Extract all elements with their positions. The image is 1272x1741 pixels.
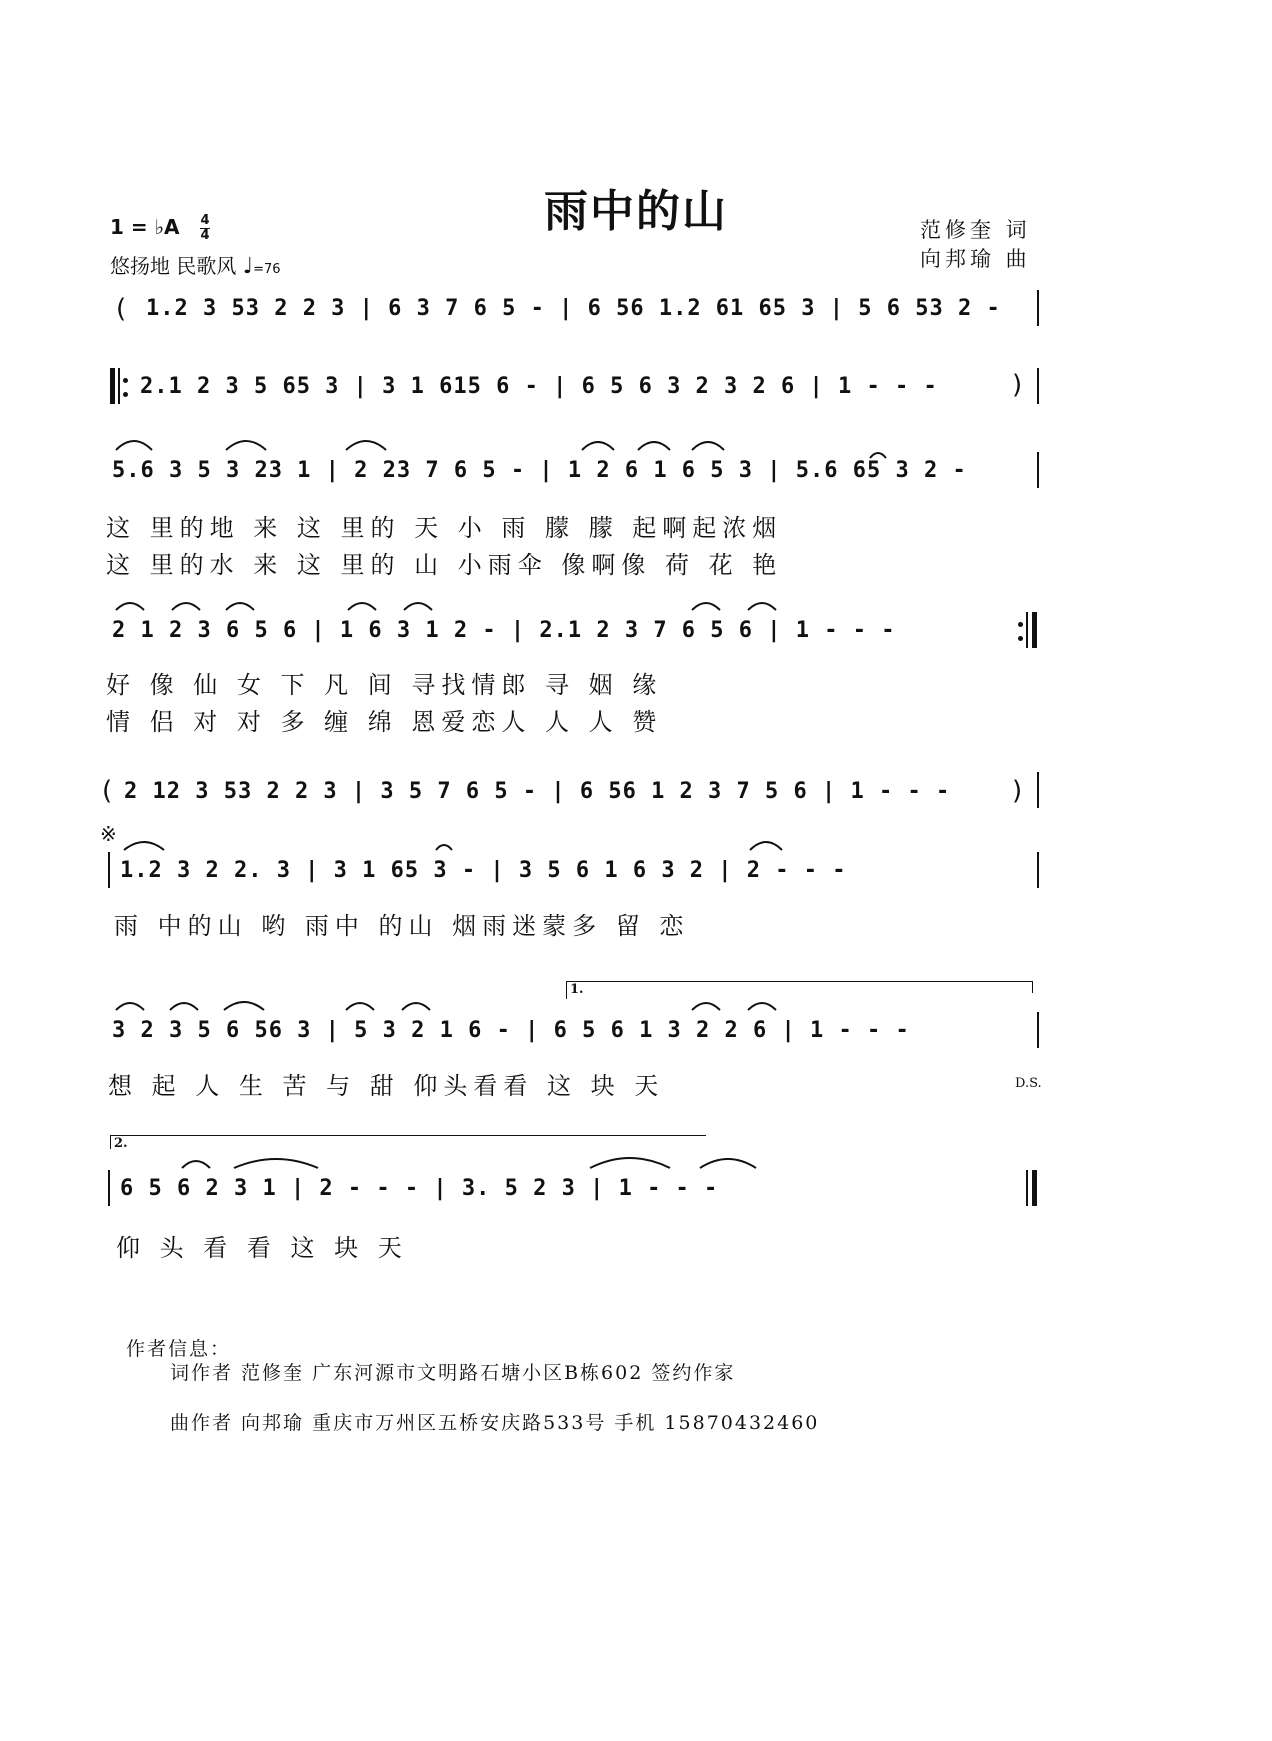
slur-arc (692, 442, 724, 450)
barline-end (1037, 772, 1039, 808)
repeat-dot (1018, 636, 1023, 641)
repeat-dot (1018, 622, 1023, 627)
notation-row-7: 3 2 3 5 6 56 3 | 5 3 2 1 6 - | 6 5 6 1 3 2 2 6 | 1 - - - (112, 1018, 910, 1043)
time-numerator: 4 (200, 213, 210, 228)
close-paren: ) (1012, 370, 1023, 400)
slur-arc (346, 441, 386, 450)
volta-1-label: 1. (570, 982, 584, 997)
slur-arc (638, 442, 670, 450)
composer-info: 曲作者 向邦瑜 重庆市万州区五桥安庆路533号 手机 15870432460 (170, 1412, 820, 1434)
lyrics-row-8: 仰 头 看 看 这 块 天 (116, 1234, 408, 1262)
volta-1-bracket (566, 981, 1033, 982)
volta-2-tick (110, 1135, 111, 1149)
lyrics-row-4-verse-1: 好 像 仙 女 下 凡 间 寻找情郎 寻 姻 缘 (106, 671, 663, 699)
repeat-start-thin (118, 368, 120, 404)
quarter-note-icon: ♩ (242, 254, 254, 279)
repeat-end-thin (1026, 612, 1028, 648)
volta-1-tick (1032, 981, 1033, 993)
slur-arc (226, 441, 266, 450)
repeat-dot (123, 378, 128, 383)
lyricist-credit: 范修奎 词 (920, 218, 1031, 242)
lyricist-info: 词作者 范修奎 广东河源市文明路石塘小区B栋602 签约作家 (170, 1362, 736, 1384)
slur-arc (700, 1159, 756, 1168)
repeat-start-bar (110, 368, 115, 404)
slur-arc (116, 1003, 144, 1010)
barline-end (1037, 452, 1039, 488)
slur-arc (172, 603, 200, 610)
slur-arc (234, 1159, 318, 1168)
dal-segno: D.S. (1015, 1076, 1042, 1091)
barline-end (1037, 852, 1039, 888)
notation-row-5: 2 12 3 53 2 2 3 | 3 5 7 6 5 - | 6 56 1 2 3 7 5 6 | 1 - - - (124, 779, 951, 804)
notation-row-8: 6 5 6 2 3 1 | 2 - - - | 3. 5 2 3 | 1 - - - (120, 1176, 719, 1201)
slur-arc (582, 442, 614, 450)
slur-arc (402, 1003, 430, 1010)
slur-arc (224, 1002, 264, 1010)
lyrics-row-7: 想 起 人 生 苦 与 甜 仰头看看 这 块 天 (108, 1072, 665, 1100)
lyrics-row-4-verse-2: 情 侣 对 对 多 缠 绵 恩爱恋人 人 人 赞 (106, 708, 663, 736)
slur-arc (346, 1003, 374, 1010)
tempo-marking (110, 250, 281, 279)
notation-row-2: 2.1 2 3 5 65 3 | 3 1 615 6 - | 6 5 6 3 2 3 2 6 | 1 - - - (140, 374, 938, 399)
slur-arc (748, 603, 776, 610)
notation-row-4: 2 1 2 3 6 5 6 | 1 6 3 1 2 - | 2.1 2 3 7 6 5 6 | 1 - - - (112, 618, 896, 643)
slur-arc (436, 845, 452, 850)
volta-1-tick (566, 981, 567, 999)
slur-arc (182, 1161, 210, 1168)
close-paren: ) (1012, 776, 1023, 806)
volta-2-label: 2. (114, 1136, 128, 1151)
slur-arc (748, 1003, 776, 1010)
notation-row-6: 1.2 3 2 2. 3 | 3 1 65 3 - | 3 5 6 1 6 3 2 | 2 - - - (120, 858, 847, 883)
slur-arc (404, 603, 432, 610)
segno-sign: ※ (100, 822, 117, 846)
author-info-heading: 作者信息： (126, 1338, 232, 1360)
key-signature (110, 214, 210, 243)
tempo-text: 悠扬地 民歌风 (110, 254, 237, 278)
lyrics-row-3-verse-1: 这 里的地 来 这 里的 天 小 雨 朦 朦 起啊起浓烟 (106, 514, 783, 542)
time-signature (200, 214, 209, 243)
open-paren: ( (102, 776, 113, 806)
final-bar-thick (1032, 1170, 1037, 1206)
repeat-end-bar (1032, 612, 1037, 648)
repeat-dot (123, 392, 128, 397)
volta-2-bracket (110, 1135, 706, 1136)
slur-arc (226, 603, 254, 610)
final-bar-thin (1026, 1170, 1028, 1206)
barline-end (1037, 1012, 1039, 1048)
barline-end (1037, 368, 1039, 404)
slur-arc (692, 1003, 720, 1010)
slur-arc (692, 603, 720, 610)
slur-arc (170, 1003, 198, 1010)
page-title: 雨中的山 (544, 186, 728, 237)
lyrics-row-3-verse-2: 这 里的水 来 这 里的 山 小雨伞 像啊像 荷 花 艳 (106, 551, 783, 579)
slur-arc (750, 842, 782, 850)
lyrics-row-6: 雨 中的山 哟 雨中 的山 烟雨迷蒙多 留 恋 (114, 912, 690, 940)
notation-row-1: 1.2 3 53 2 2 3 | 6 3 7 6 5 - | 6 56 1.2 61 65 3 | 5 6 53 2 - (146, 296, 1001, 321)
composer-credit: 向邦瑜 曲 (920, 247, 1031, 271)
notation-row-3: 5.6 3 5 3 23 1 | 2 23 7 6 5 - | 1 2 6 1 6 5 3 | 5.6 65 3 2 - (112, 458, 967, 483)
slur-arc (124, 842, 164, 850)
slur-arc (348, 603, 376, 610)
key-text: 1 = ♭A (110, 215, 180, 239)
time-denominator: 4 (200, 228, 210, 243)
slur-arc (590, 1158, 670, 1168)
barline-start (108, 1170, 110, 1206)
open-paren: ( (116, 294, 127, 324)
barline-end (1037, 290, 1039, 326)
tempo-value: =76 (253, 262, 281, 277)
slur-arc (116, 603, 144, 610)
slur-arc (116, 441, 152, 450)
barline-start (108, 852, 110, 888)
